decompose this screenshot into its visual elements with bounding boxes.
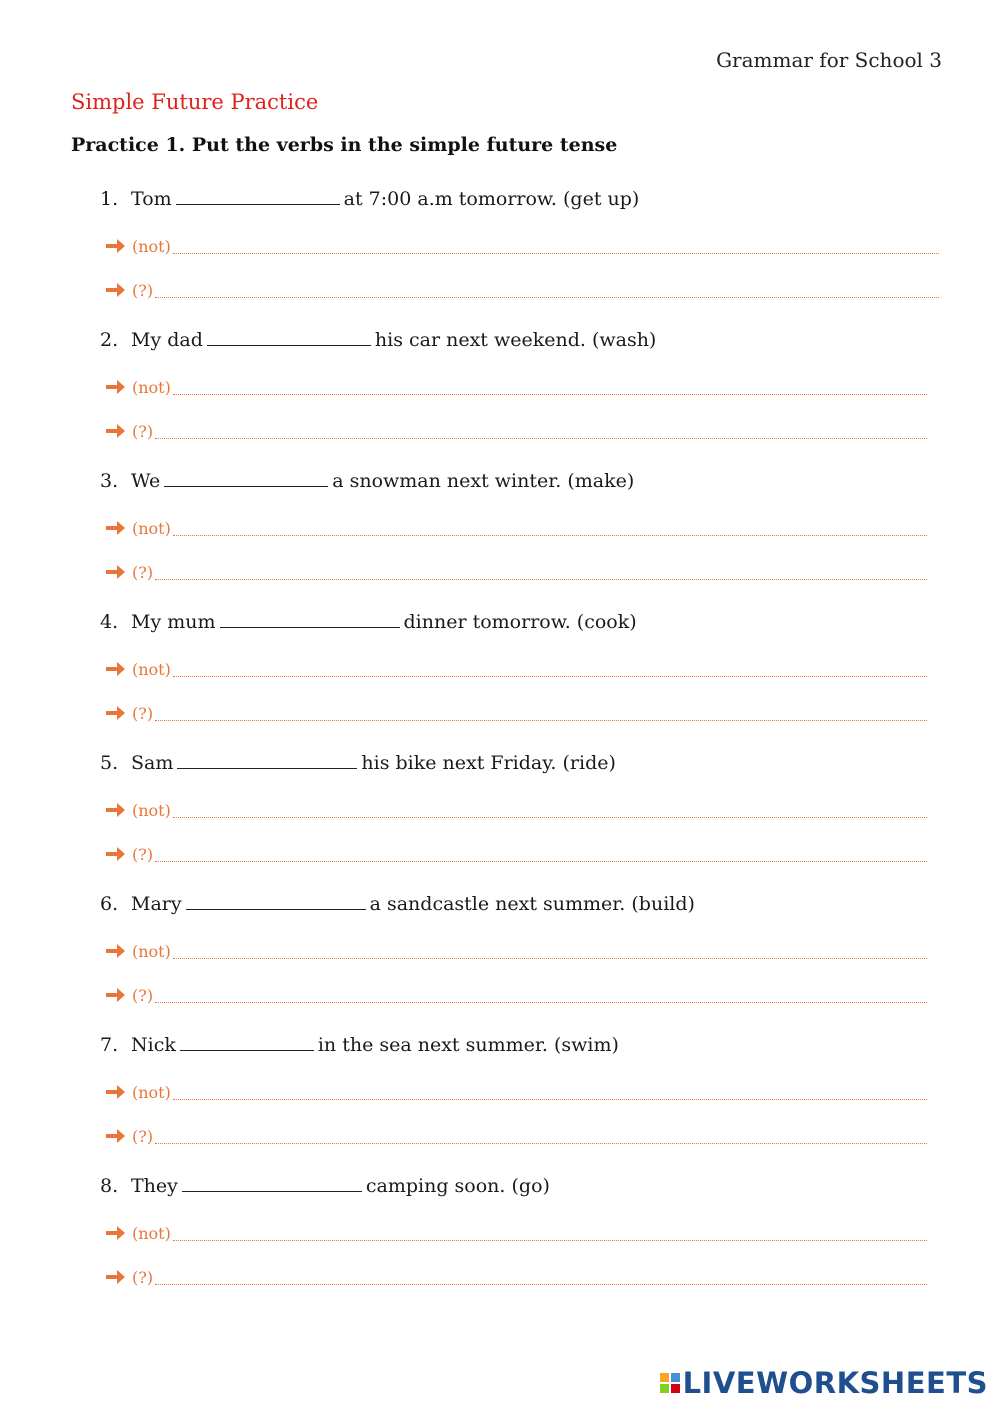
question-answer-field[interactable] [155, 565, 927, 580]
negative-answer-row [104, 800, 927, 820]
negative-answer-field[interactable] [173, 239, 939, 254]
exercise-item [0, 180, 1000, 321]
sentence-start: Sam [131, 752, 174, 774]
sentence-start: Nick [131, 1034, 176, 1056]
negative-label: (not) [132, 659, 171, 679]
liveworksheets-logo-icon [660, 1373, 680, 1393]
negative-answer-field[interactable] [173, 803, 927, 818]
sentence-end: a sandcastle next summer. (build) [369, 893, 695, 915]
arrow-right-icon [104, 1267, 128, 1287]
exercise-item [0, 603, 1000, 744]
negative-answer-row [104, 659, 927, 679]
answer-blank[interactable] [176, 186, 340, 205]
exercise-sentence [100, 1173, 550, 1197]
sentence-start: We [131, 470, 161, 492]
practice-instructions: Practice 1. Put the verbs in the simple future tense [71, 134, 618, 156]
exercise-number: 3. [100, 470, 119, 492]
sentence-start: Mary [131, 893, 182, 915]
answer-blank[interactable] [182, 1173, 362, 1192]
question-answer-field[interactable] [155, 706, 927, 721]
sentence-end: his car next weekend. (wash) [374, 329, 657, 351]
negative-label: (not) [132, 377, 171, 397]
exercise-number: 8. [100, 1175, 119, 1197]
exercise-sentence [100, 327, 656, 351]
question-label: (?) [132, 421, 154, 441]
arrow-right-icon [104, 236, 128, 256]
negative-label: (not) [132, 518, 171, 538]
exercise-sentence [100, 891, 695, 915]
arrow-right-icon [104, 703, 128, 723]
arrow-right-icon [104, 562, 128, 582]
negative-label: (not) [132, 800, 171, 820]
question-label: (?) [132, 1267, 154, 1287]
liveworksheets-logo [660, 1366, 988, 1400]
arrow-right-icon [104, 800, 128, 820]
sentence-end: a snowman next winter. (make) [332, 470, 635, 492]
answer-blank[interactable] [164, 468, 328, 487]
negative-answer-row [104, 941, 927, 961]
arrow-right-icon [104, 659, 128, 679]
question-answer-row [104, 562, 927, 582]
question-answer-field[interactable] [155, 424, 927, 439]
question-answer-field[interactable] [155, 1129, 927, 1144]
question-answer-field[interactable] [155, 847, 927, 862]
arrow-right-icon [104, 377, 128, 397]
question-label: (?) [132, 280, 154, 300]
question-answer-row [104, 703, 927, 723]
sentence-start: My mum [131, 611, 216, 633]
question-answer-row [104, 1267, 927, 1287]
negative-label: (not) [132, 1082, 171, 1102]
question-answer-row [104, 985, 927, 1005]
question-answer-field[interactable] [155, 1270, 927, 1285]
exercise-sentence [100, 750, 616, 774]
exercise-item [0, 885, 1000, 1026]
negative-label: (not) [132, 1223, 171, 1243]
negative-label: (not) [132, 941, 171, 961]
question-label: (?) [132, 844, 154, 864]
book-title: Grammar for School 3 [716, 48, 942, 72]
negative-answer-row [104, 518, 927, 538]
exercise-number: 4. [100, 611, 119, 633]
exercise-item [0, 1167, 1000, 1308]
negative-answer-field[interactable] [173, 1226, 927, 1241]
question-label: (?) [132, 985, 154, 1005]
exercise-item [0, 744, 1000, 885]
answer-blank[interactable] [207, 327, 371, 346]
page-title: Simple Future Practice [71, 90, 319, 114]
answer-blank[interactable] [220, 609, 400, 628]
negative-label: (not) [132, 236, 171, 256]
exercise-number: 6. [100, 893, 119, 915]
exercise-item [0, 321, 1000, 462]
question-label: (?) [132, 1126, 154, 1146]
negative-answer-row [104, 377, 927, 397]
exercise-number: 2. [100, 329, 119, 351]
arrow-right-icon [104, 1126, 128, 1146]
negative-answer-field[interactable] [173, 944, 927, 959]
question-label: (?) [132, 703, 154, 723]
exercise-sentence [100, 468, 634, 492]
question-answer-row [104, 421, 927, 441]
exercise-number: 1. [100, 188, 119, 210]
exercise-item [0, 1026, 1000, 1167]
question-answer-field[interactable] [155, 283, 939, 298]
sentence-end: camping soon. (go) [365, 1175, 550, 1197]
arrow-right-icon [104, 1082, 128, 1102]
question-answer-row [104, 1126, 927, 1146]
negative-answer-field[interactable] [173, 521, 927, 536]
sentence-end: his bike next Friday. (ride) [361, 752, 616, 774]
answer-blank[interactable] [180, 1032, 314, 1051]
negative-answer-row [104, 1223, 927, 1243]
exercise-list [0, 180, 1000, 1308]
question-answer-row [104, 280, 939, 300]
arrow-right-icon [104, 518, 128, 538]
exercise-sentence [100, 186, 639, 210]
arrow-right-icon [104, 985, 128, 1005]
exercise-sentence [100, 609, 637, 633]
negative-answer-row [104, 236, 939, 256]
negative-answer-field[interactable] [173, 380, 927, 395]
sentence-start: My dad [131, 329, 203, 351]
sentence-start: Tom [131, 188, 172, 210]
sentence-end: dinner tomorrow. (cook) [403, 611, 637, 633]
sentence-end: at 7:00 a.m tomorrow. (get up) [343, 188, 640, 210]
arrow-right-icon [104, 280, 128, 300]
sentence-start: They [131, 1175, 178, 1197]
sentence-end: in the sea next summer. (swim) [317, 1034, 619, 1056]
arrow-right-icon [104, 1223, 128, 1243]
negative-answer-row [104, 1082, 927, 1102]
arrow-right-icon [104, 941, 128, 961]
question-answer-row [104, 844, 927, 864]
answer-blank[interactable] [177, 750, 357, 769]
answer-blank[interactable] [186, 891, 366, 910]
exercise-number: 7. [100, 1034, 119, 1056]
question-label: (?) [132, 562, 154, 582]
arrow-right-icon [104, 844, 128, 864]
question-answer-field[interactable] [155, 988, 927, 1003]
logo-text: LIVEWORKSHEETS [682, 1366, 988, 1400]
exercise-item [0, 462, 1000, 603]
negative-answer-field[interactable] [173, 662, 927, 677]
arrow-right-icon [104, 421, 128, 441]
exercise-number: 5. [100, 752, 119, 774]
exercise-sentence [100, 1032, 619, 1056]
negative-answer-field[interactable] [173, 1085, 927, 1100]
